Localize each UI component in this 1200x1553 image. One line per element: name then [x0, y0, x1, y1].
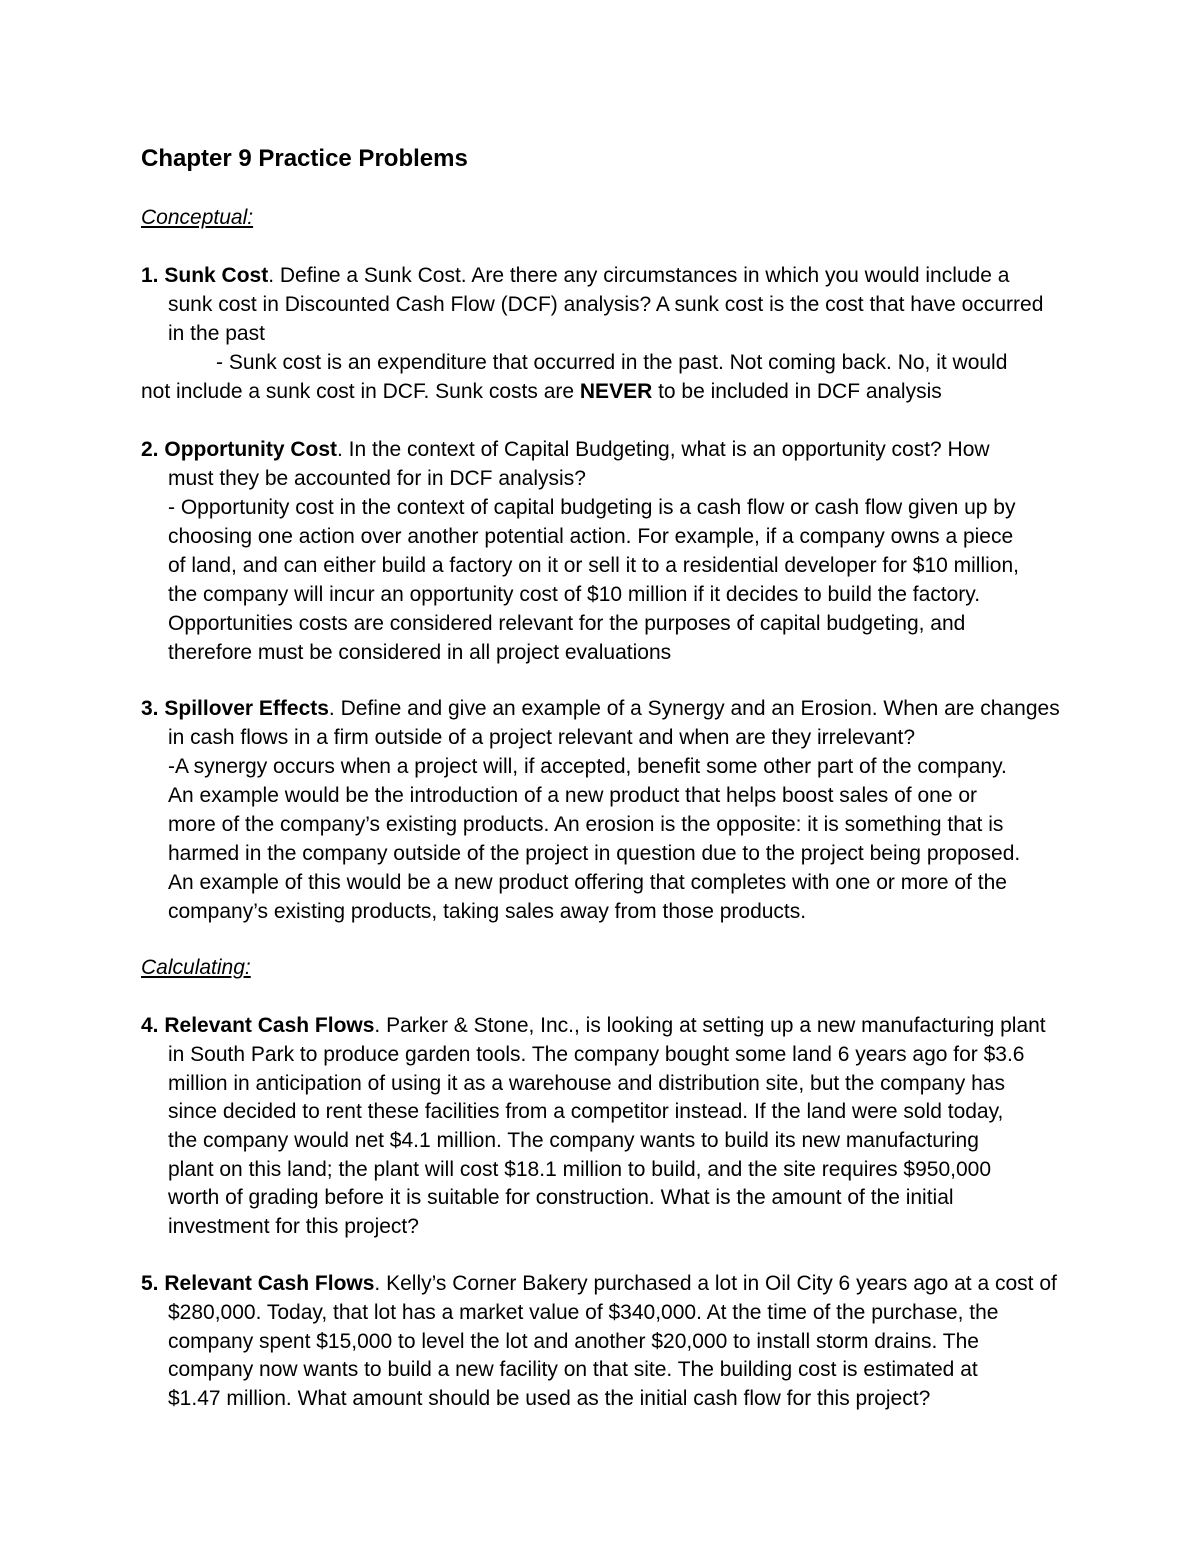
- question-3-line-1: [141, 696, 1060, 722]
- question-5-line-1: [141, 1271, 1057, 1297]
- question-5-line: $1.47 million. What amount should be used as the initial cash flow for this project?: [168, 1387, 931, 1410]
- question-text: . Define a Sunk Cost. Are there any circumstances in which you would include a: [268, 264, 1010, 287]
- question-5-line: company spent $15,000 to level the lot and another $20,000 to install storm drains. The: [168, 1330, 979, 1353]
- question-5-line: company now wants to build a new facility on that site. The building cost is estimated at: [168, 1358, 978, 1381]
- question-5-line: $280,000. Today, that lot has a market value of $340,000. At the time of the purchase, the: [168, 1301, 999, 1324]
- emphasis-text: NEVER: [579, 380, 653, 403]
- question-4-line: worth of grading before it is suitable for construction. What is the amount of the initial: [168, 1186, 954, 1209]
- question-number: 1.: [141, 264, 159, 287]
- answer-2-line: the company will incur an opportunity cost of $10 million if it decides to build the factory.: [168, 583, 981, 606]
- question-1-line-3: in the past: [168, 322, 265, 345]
- question-number: 2.: [141, 438, 159, 461]
- section-heading-calculating: Calculating:: [141, 956, 251, 979]
- answer-3-line: An example would be the introduction of a new product that helps boost sales of one or: [168, 784, 978, 807]
- question-text: . Parker & Stone, Inc., is looking at setting up a new manufacturing plant: [374, 1014, 1046, 1037]
- answer-3-line: An example of this would be a new product offering that completes with one or more of the: [168, 871, 1007, 894]
- question-1-line-2: sunk cost in Discounted Cash Flow (DCF) analysis? A sunk cost is the cost that have occurred: [168, 293, 1044, 316]
- answer-2-line: choosing one action over another potential action. For example, if a company owns a piece: [168, 525, 1014, 548]
- question-term: Opportunity Cost: [164, 438, 338, 461]
- answer-2-line: therefore must be considered in all project evaluations: [168, 641, 672, 664]
- question-4-line: since decided to rent these facilities from a competitor instead. If the land were sold today,: [168, 1100, 1004, 1123]
- answer-3-line: harmed in the company outside of the project in question due to the project being proposed.: [168, 842, 1021, 865]
- question-term: Sunk Cost: [164, 264, 269, 287]
- question-4-line: plant on this land; the plant will cost $18.1 million to build, and the site requires $950,000: [168, 1158, 992, 1181]
- question-2-line-2: must they be accounted for in DCF analysis?: [168, 467, 586, 490]
- question-3-line-2: in cash flows in a firm outside of a project relevant and when are they irrelevant?: [168, 726, 916, 749]
- answer-3-line: company’s existing products, taking sales away from those products.: [168, 900, 807, 923]
- question-4-line: investment for this project?: [168, 1215, 419, 1238]
- question-2-line-1: [141, 437, 990, 463]
- answer-3-line: more of the company’s existing products. An erosion is the opposite: it is something that is: [168, 813, 1004, 836]
- question-number: 4.: [141, 1014, 159, 1037]
- answer-1-line-2: [141, 379, 942, 405]
- answer-2-line: - Opportunity cost in the context of capital budgeting is a cash flow or cash flow given up by: [168, 496, 1016, 519]
- question-text: . Kelly’s Corner Bakery purchased a lot in Oil City 6 years ago at a cost of: [374, 1272, 1057, 1295]
- question-text: . In the context of Capital Budgeting, what is an opportunity cost? How: [337, 438, 990, 461]
- question-number: 3.: [141, 697, 159, 720]
- question-term: Relevant Cash Flows: [164, 1272, 375, 1295]
- question-term: Spillover Effects: [164, 697, 329, 720]
- page-title: Chapter 9 Practice Problems: [141, 145, 468, 172]
- answer-text: not include a sunk cost in DCF. Sunk costs are: [141, 380, 580, 403]
- answer-text: to be included in DCF analysis: [652, 380, 942, 403]
- answer-3-line: -A synergy occurs when a project will, if accepted, benefit some other part of the company.: [168, 755, 1007, 778]
- answer-1-line-1: - Sunk cost is an expenditure that occurred in the past. Not coming back. No, it would: [216, 351, 1008, 374]
- question-text: . Define and give an example of a Synergy and an Erosion. When are changes: [328, 697, 1060, 720]
- question-1-line-1: [141, 263, 1009, 289]
- answer-2-line: Opportunities costs are considered relevant for the purposes of capital budgeting, and: [168, 612, 966, 635]
- question-4-line: in South Park to produce garden tools. The company bought some land 6 years ago for $3.6: [168, 1043, 1025, 1066]
- question-4-line-1: [141, 1013, 1046, 1039]
- question-4-line: million in anticipation of using it as a warehouse and distribution site, but the company has: [168, 1072, 1005, 1095]
- answer-2-line: of land, and can either build a factory on it or sell it to a residential developer for $10 million,: [168, 554, 1019, 577]
- section-heading-conceptual: Conceptual:: [141, 206, 254, 229]
- question-4-line: the company would net $4.1 million. The company wants to build its new manufacturing: [168, 1129, 979, 1152]
- question-number: 5.: [141, 1272, 159, 1295]
- question-term: Relevant Cash Flows: [164, 1014, 375, 1037]
